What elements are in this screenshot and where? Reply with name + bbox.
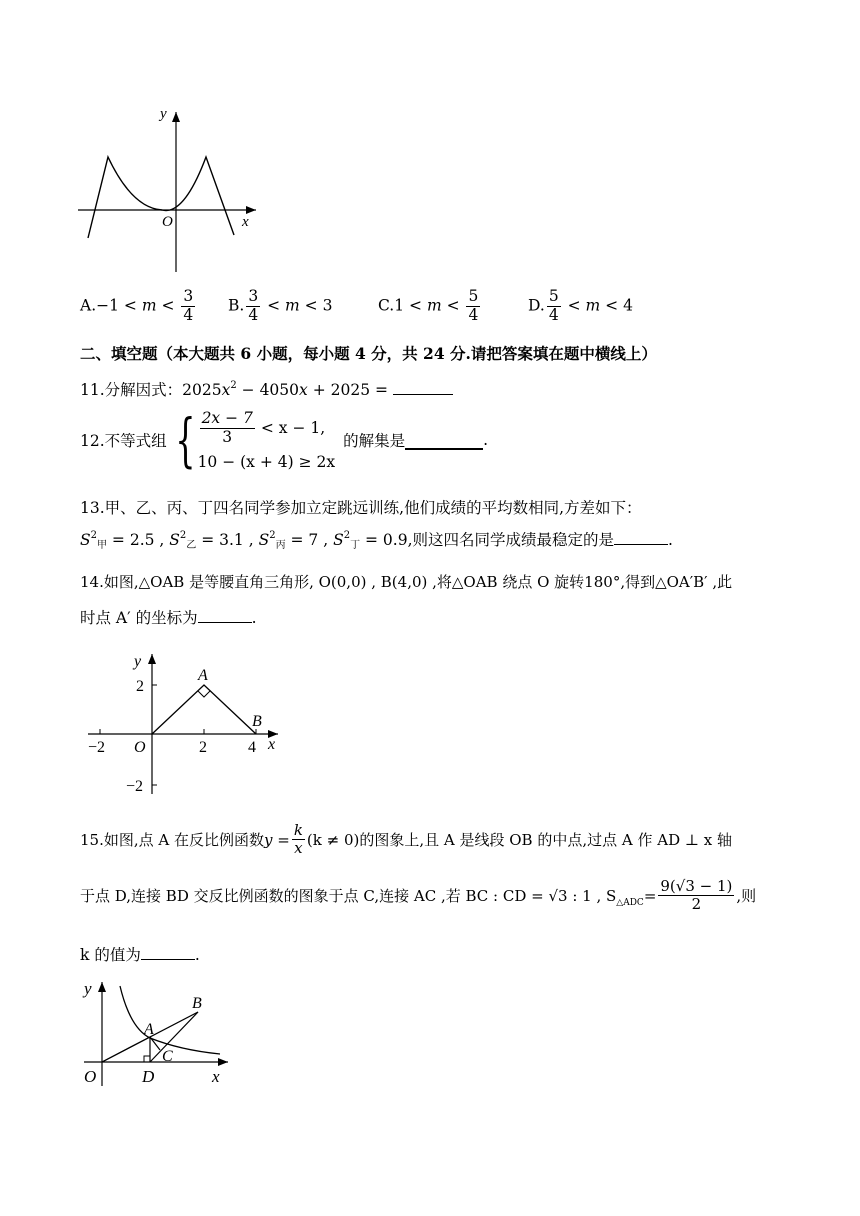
q14-graph: [80, 648, 290, 800]
brace-icon: {: [174, 406, 196, 475]
q15-origin-label: O: [84, 1067, 97, 1086]
q15-point-a-label: A: [144, 1021, 154, 1038]
section-heading: 二、填空题（本大题共 6 小题，每小题 4 分，共 24 分.请把答案填在题中横线上）: [80, 344, 657, 363]
q12-answer-blank[interactable]: [405, 447, 483, 450]
inequality-line-1: $\frac{2x - 7}{3}$ < x − 1,: [201, 409, 326, 446]
question-11: 11.分解因式：$2025x^2 - 4050x + 2025$ =: [80, 378, 453, 400]
q14-y-label: y: [134, 653, 142, 670]
q15-point-c-label: C: [162, 1048, 173, 1065]
q14-point-a-label: A: [198, 667, 208, 684]
option-c-fraction: $\frac{5}{4}$: [468, 287, 479, 324]
option-b: B. $\frac{3}{4}$ < m < 3: [228, 287, 333, 324]
q14-x-label: x: [268, 736, 276, 753]
q14-origin-label: O: [134, 739, 146, 756]
q14-answer-blank[interactable]: [198, 621, 252, 623]
question-12: 12.不等式组 { $\frac{2x - 7}{3}$ < x − 1, 10 − (x + 4) ≥ 2x 的解集是 .: [80, 406, 489, 475]
q14-tick-2-x: 2: [199, 739, 207, 756]
option-c: C.1 < m < $\frac{5}{4}$: [378, 287, 479, 324]
q10-origin-label: O: [162, 214, 173, 230]
option-b-fraction: $\frac{3}{4}$: [248, 287, 259, 324]
q14-tick-neg2-x: −2: [88, 739, 106, 756]
q14-tick-2-y: 2: [136, 678, 144, 695]
q15-answer-blank[interactable]: [141, 958, 195, 960]
q13-answer-blank[interactable]: [614, 543, 668, 545]
question-15-line-1: 15.如图,点 A 在反比例函数 y = $\frac{k}{x}$ (k ≠ 0) 的图象上,且 A 是线段 OB 的中点,过点 A 作 AD ⊥ x 轴: [80, 821, 732, 858]
option-a: A.−1 < m < $\frac{3}{4}$: [80, 287, 194, 324]
question-13-line-1: 13.甲、乙、丙、丁四名同学参加立定跳远训练,他们成绩的平均数相同,方差如下：: [80, 499, 642, 517]
inequality-line-2: 10 − (x + 4) ≥ 2x: [197, 452, 336, 471]
q11-answer-blank[interactable]: [393, 393, 453, 395]
question-15-line-3: k 的值为 .: [80, 946, 200, 964]
option-a-fraction: $\frac{3}{4}$: [183, 287, 194, 324]
question-13-line-2: $S^2_甲 = 2.5$ , $S^2_乙 = 3.1$ , $S^2_丙 = 7$ , $S^2_丁 = 0.9$,则这四名同学成绩最稳定的是 .: [80, 530, 673, 551]
q15-graph: [80, 976, 250, 1088]
q10-graph: [70, 100, 270, 275]
q15-point-d-label: D: [142, 1067, 155, 1086]
q15-point-b-label: B: [192, 995, 202, 1012]
question-15-line-2: 于点 D,连接 BD 交反比例函数的图象于点 C,连接 AC ,若 BC : CD = √3 : 1 , S △ADC = $\frac{9(√3 - 1)}{2}$ ,则: [80, 877, 757, 914]
q15-y-label: y: [84, 979, 92, 998]
q15-x-label: x: [212, 1067, 220, 1086]
option-d-fraction: $\frac{5}{4}$: [548, 287, 559, 324]
question-14-line-2: 时点 A′ 的坐标为 .: [80, 609, 257, 627]
q10-x-label: x: [242, 214, 249, 230]
q14-tick-neg2-y: −2: [126, 778, 144, 795]
q14-tick-4-x: 4: [248, 739, 256, 756]
q14-point-b-label: B: [252, 713, 262, 730]
question-14-line-1: 14.如图,△OAB 是等腰直角三角形, O(0,0) , B(4,0) ,将△OAB 绕点 O 旋转180°,得到△OA′B′ ,此: [80, 573, 733, 591]
inequality-system: [167, 406, 336, 475]
option-d: D. $\frac{5}{4}$ < m < 4: [528, 287, 633, 324]
q10-y-label: y: [160, 106, 167, 122]
